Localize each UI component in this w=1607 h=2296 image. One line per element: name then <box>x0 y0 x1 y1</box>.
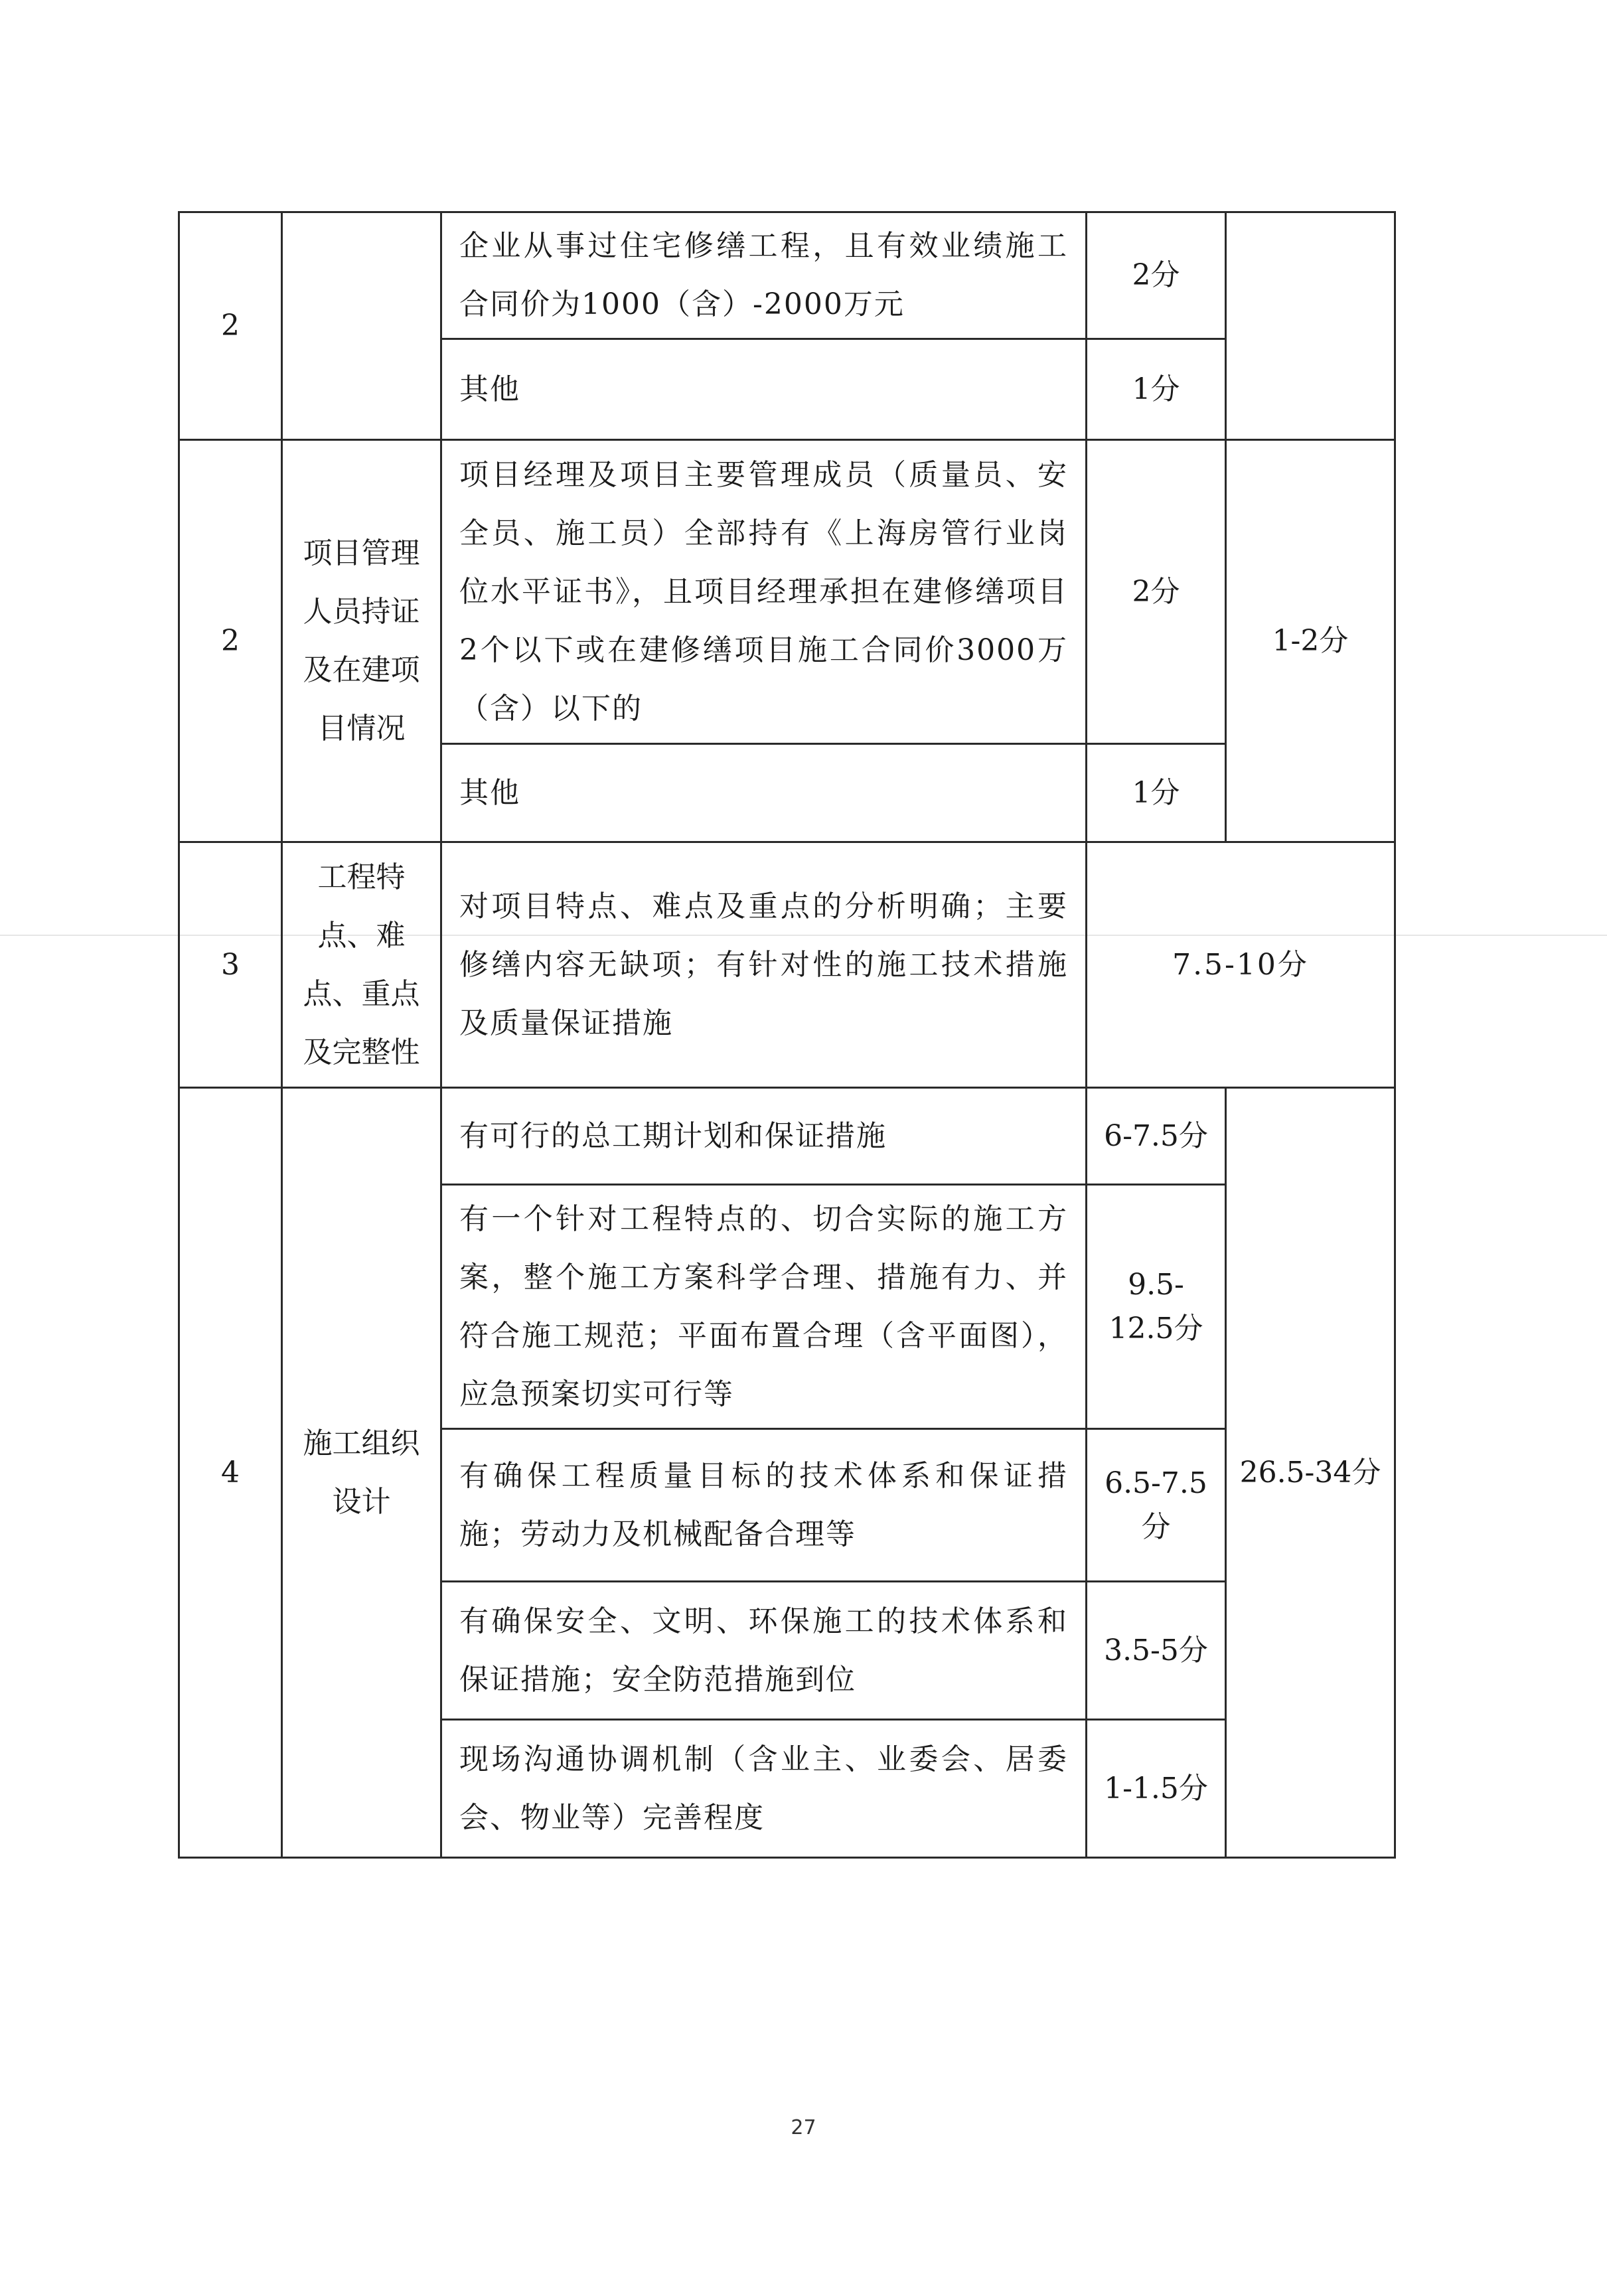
row-number: 4 <box>179 1088 282 1858</box>
criterion-text: 其他 <box>441 744 1087 842</box>
item-name <box>282 212 441 440</box>
score-range: 26.5-34分 <box>1226 1088 1395 1858</box>
score-value: 1分 <box>1087 744 1226 842</box>
score-value: 1分 <box>1087 339 1226 440</box>
row-number: 2 <box>179 212 282 440</box>
criterion-text: 有确保安全、文明、环保施工的技术体系和保证措施；安全防范措施到位 <box>441 1582 1087 1720</box>
criterion-text: 有确保工程质量目标的技术体系和保证措施；劳动力及机械配备合理等 <box>441 1429 1087 1582</box>
criterion-text: 企业从事过住宅修缮工程，且有效业绩施工合同价为1000（含）-2000万元 <box>441 212 1087 339</box>
score-value: 2分 <box>1087 212 1226 339</box>
score-range <box>1226 212 1395 440</box>
page-number: 27 <box>791 2116 816 2139</box>
criterion-text: 有可行的总工期计划和保证措施 <box>441 1088 1087 1185</box>
score-value: 2分 <box>1087 440 1226 744</box>
item-name: 施工组织设计 <box>282 1088 441 1858</box>
criterion-text: 对项目特点、难点及重点的分析明确；主要修缮内容无缺项；有针对性的施工技术措施及质量保证措施 <box>441 842 1087 1088</box>
criterion-text: 项目经理及项目主要管理成员（质量员、安全员、施工员）全部持有《上海房管行业岗位水平证书》，且项目经理承担在建修缮项目2个以下或在建修缮项目施工合同价3000万（含）以下的 <box>441 440 1087 744</box>
row-number: 3 <box>179 842 282 1088</box>
score-range: 1-2分 <box>1226 440 1395 842</box>
score-value: 6-7.5分 <box>1087 1088 1226 1185</box>
table-row <box>179 212 1395 339</box>
score-value: 7.5-10分 <box>1087 842 1395 1088</box>
score-value: 9.5-12.5分 <box>1087 1185 1226 1429</box>
score-value: 6.5-7.5分 <box>1087 1429 1226 1582</box>
criterion-text: 有一个针对工程特点的、切合实际的施工方案，整个施工方案科学合理、措施有力、并符合施工规范；平面布置合理（含平面图），应急预案切实可行等 <box>441 1185 1087 1429</box>
table-row <box>179 1088 1395 1185</box>
score-value: 1-1.5分 <box>1087 1720 1226 1858</box>
row-number: 2 <box>179 440 282 842</box>
table-row <box>179 440 1395 744</box>
item-name: 工程特点、难点、重点及完整性 <box>282 842 441 1088</box>
table-row <box>179 842 1395 1088</box>
criterion-text: 现场沟通协调机制（含业主、业委会、居委会、物业等）完善程度 <box>441 1720 1087 1858</box>
score-value: 3.5-5分 <box>1087 1582 1226 1720</box>
item-name: 项目管理人员持证及在建项目情况 <box>282 440 441 842</box>
criterion-text: 其他 <box>441 339 1087 440</box>
scoring-table <box>178 211 1396 1859</box>
